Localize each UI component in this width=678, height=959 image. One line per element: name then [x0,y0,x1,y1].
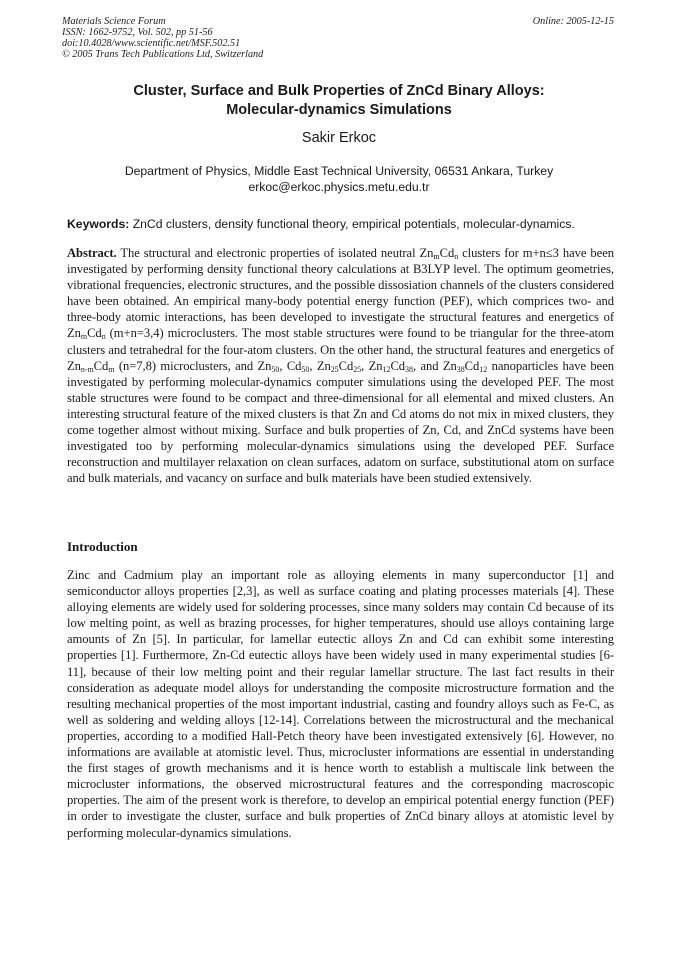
subscript: 38 [405,364,413,374]
journal-issn: ISSN: 1662-9752, Vol. 502, pp 51-56 [62,27,213,38]
subscript: m [108,364,115,374]
author-name: Sakir Erkoc [301,130,377,146]
abstract-text: nanoparticles have been investigated by performing molecular-dynamics computer simulations using the developed PEF. The most stable structures were found to be compact and three-dimensional for all elemental and mixed clusters. An interesting structural feature of the mixed clusters is that Zn and Cd atoms do not mix in mixed clusters, they come together almost without mixing. Surface and bulk properties of Zn, Cd, and ZnCd systems have been investigated too by performing molecular-dynamics simulations using the developed PEF. Surface reconstruction and multilayer relaxation on clean surfaces, adatom on surface, substitutional atom on surface and bulk materials, and vacancy on surface and bulk materials have been studied extensively. [67,358,615,486]
subscript: 12 [382,364,391,374]
paper-title-line-2: Molecular-dynamics Simulations [226,102,452,118]
subscript: n [454,252,459,261]
paper-title-line-1: Cluster, Surface and Bulk Properties of ZnCd Binary Alloys: [133,83,545,99]
subscript: 50 [271,364,280,374]
abstract-text: Cd [439,246,455,260]
abstract-text: (m+n=3,4) microclusters. The most stable structures were found to be triangular for the three-atom clusters and tetrahedral for the four-atom clusters. On the other hand, the structural features and energetics of Zn [67,326,614,373]
abstract-text: Cd [390,358,406,373]
keywords [67,216,617,232]
subscript: 25 [353,364,362,374]
subscript: n-m [80,364,94,374]
keywords-text: ZnCd clusters, density functional theory, empirical potentials, molecular-dynamics. [132,217,575,231]
introduction-heading: Introduction [67,539,138,554]
abstract-text: , Zn [361,358,383,373]
affiliation-address: Department of Physics, Middle East Technical University, 06531 Ankara, Turkey [124,164,554,178]
keywords-label: Keywords: [67,217,130,231]
abstract-text: , and Zn [412,358,457,373]
abstract-text: clusters for m+n≤3 have been investigated by performing density functional theory calculations at B3LYP level. The optimum geometries, vibrational frequencies, electronic structures, and the possible dissosiation channels of the clusters considered have been obtained. An empirical many-body potential energy function (PEF), which comprices two- and three-body atomic interactions, has been developed to investigate the structural features and energetics of Zn [67,246,614,341]
subscript: n [101,332,106,342]
abstract-text: , Zn [309,358,331,373]
abstract-text: Cd [87,326,102,341]
journal-name: Materials Science Forum [62,16,166,27]
abstract-text: Cd [93,358,109,373]
abstract-text: The structural and electronic properties of isolated neutral Zn [120,246,434,260]
paper-title [62,82,616,120]
introduction-paragraph: Zinc and Cadmium play an important role as alloying elements in many superconductor [1] and semiconductor alloys properties [2,3], as well as surface coating and plating processes materials [4]. These alloying elements are widely used for soldering processes, since many solders may contain Cd because of its low melting point, as well as brazing processes, for higher temperatures, should use alloys containing large amounts of Zn [5]. In particular, for lamellar eutectic alloys Zn and Cd can exhibit some interesting properties [1]. Furthermore, Zn-Cd eutectic alloys have been widely used in many experimental studies [6-11], because of their low melting point and their regular lamellar structure. The last fact results in their consideration as adequate model alloys for understanding the composite microstructure formation and the resulting mechanical properties of the most important industrial, casting and foundry alloys such as Fe-C, as well as soldering and welding alloys [12-14]. Correlations between the microstructural and the mechanical properties, according to a modified Hall-Petch theory have been investigated extensively [6]. However, no informations are available at atomistic level. Thus, microcluster informations are essential in understanding the first stages of growth mechanisms and it is hence worth to establish a multiscale link between the microcluster informations, the observed microstructural features and the corresponding macroscopic properties. The aim of the present work is therefore, to develop an empirical potential energy function (PEF) in order to investigate the cluster, surface and bulk properties of ZnCd binary alloys at atomistic level by performing molecular-dynamics simulations. [67,568,614,840]
online-date: Online: 2005-12-15 [532,16,614,27]
abstract-label: Abstract. [67,246,117,260]
affiliation [62,163,616,195]
subscript: 12 [479,364,488,374]
abstract-text: Cd [338,358,354,373]
journal-doi: doi:10.4028/www.scientific.net/MSF.502.51 [62,38,241,49]
abstract-text: (n=7,8) microclusters, and Zn [114,358,272,373]
subscript: 38 [456,364,465,374]
abstract-text: Cd [464,358,480,373]
subscript: 50 [301,364,310,374]
subscript: 25 [330,364,339,374]
abstract-text: , Cd [279,358,302,373]
author-email: erkoc@erkoc.physics.metu.edu.tr [248,180,430,194]
subscript: m [80,332,88,342]
abstract [67,245,614,486]
subscript: m [433,252,440,261]
journal-header [62,16,263,60]
journal-copyright: © 2005 Trans Tech Publications Ltd, Switzerland [62,49,264,60]
